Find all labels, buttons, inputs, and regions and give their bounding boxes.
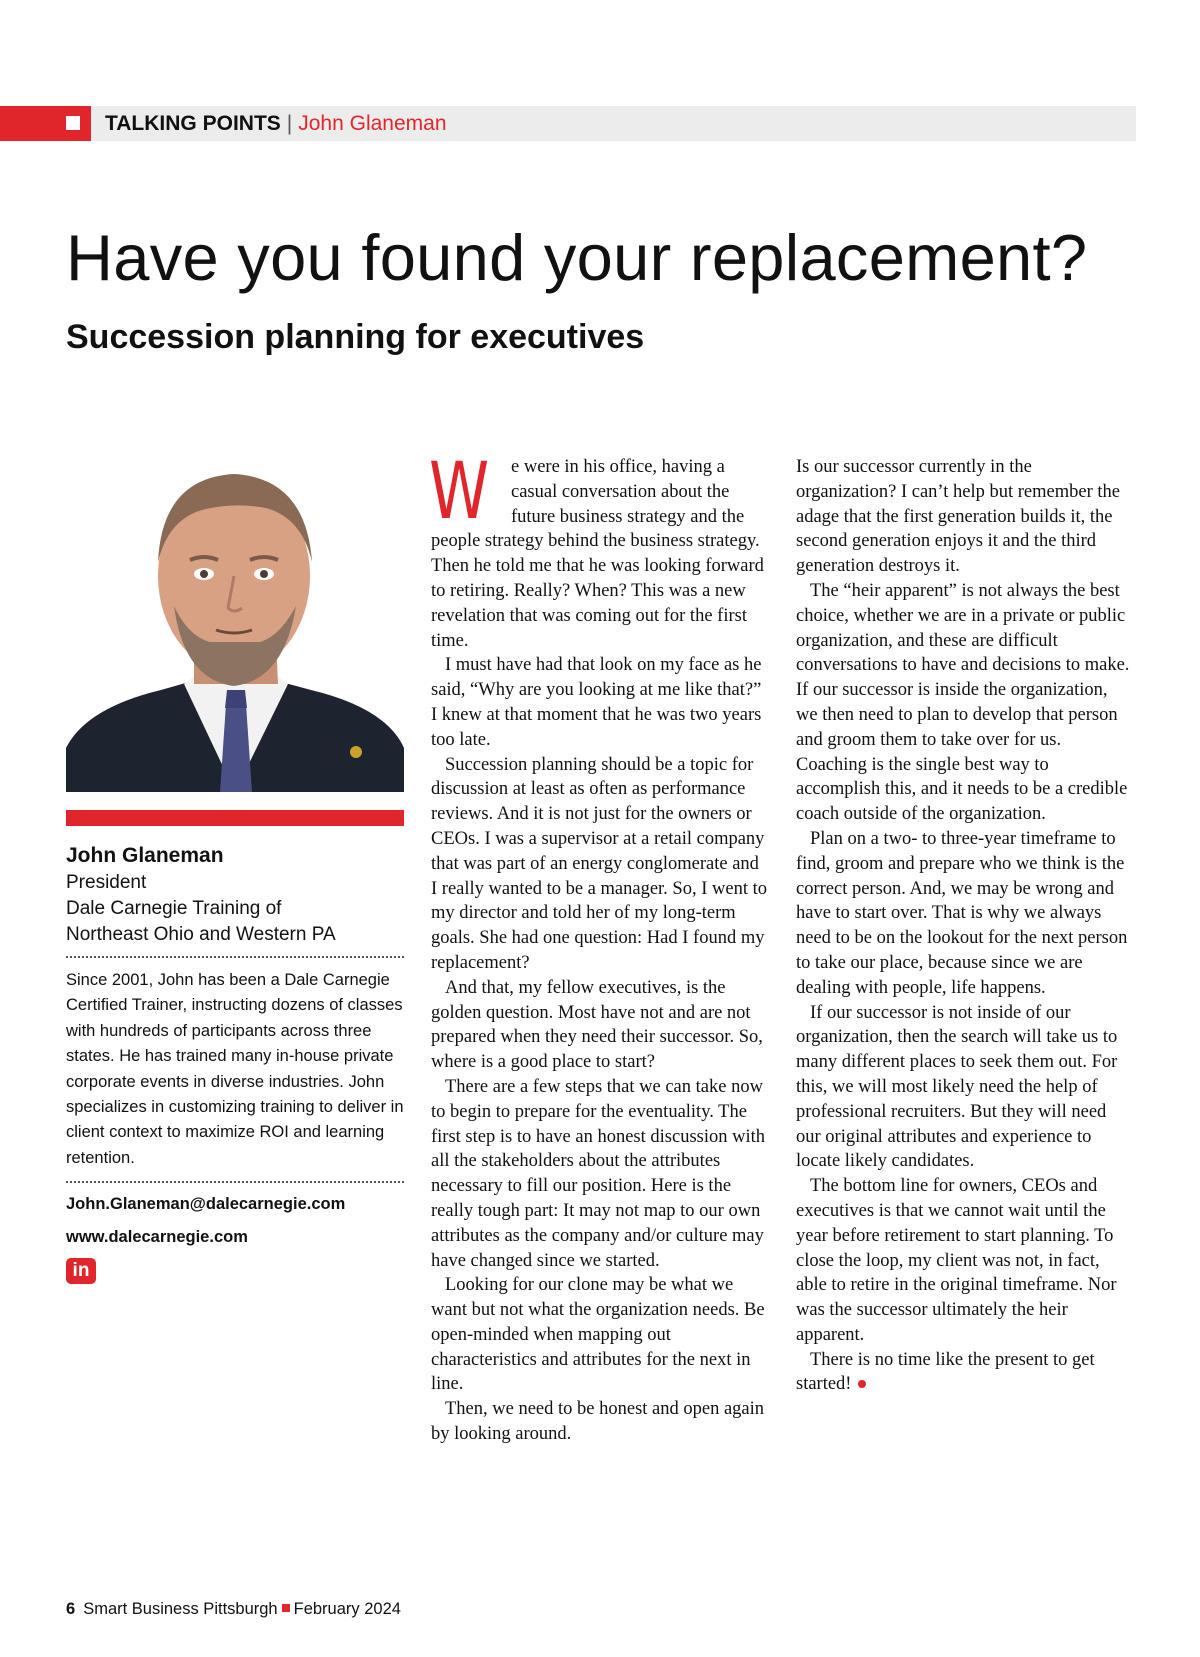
header-separator: | <box>286 112 293 135</box>
issue-date: February 2024 <box>293 1600 401 1618</box>
section-label: TALKING POINTS <box>105 112 281 135</box>
author-role: President <box>66 872 147 893</box>
closing-line: There is no time like the present to get started! <box>796 1349 1095 1395</box>
header-square-icon <box>66 116 80 130</box>
article-paragraph: Plan on a two- to three-year timeframe to find, groom and prepare who we think is the correct person. And, we may be wrong and have to start over. That is why we always need to be on the lookout for the next person to take our place, because since we are dealing with people, life happens. <box>796 828 1128 998</box>
header-author: John Glaneman <box>298 112 447 135</box>
article-paragraph: I must have had that look on my face as he said, “Why are you looking at me like that?” I knew at that moment that he was two years too late. <box>431 655 762 750</box>
author-email[interactable]: John.Glaneman@dalecarnegie.com <box>66 1195 346 1214</box>
article-paragraph: Is our successor currently in the organization? I can’t help but remember the adage that the first generation builds it, the second generation enjoys it and the third generation destroys it. <box>796 457 1120 577</box>
article-paragraph: And that, my fellow executives, is the golden question. Most have not and are not prepared when they need their successor. So, where is a good place to start? <box>431 977 763 1073</box>
article-paragraph: If our successor is not inside of our organization, then the search will take us to many different places to seek them out. For this, we will most likely need the help of professional recruiters. But they will need our original attributes and experience to locate likely candidates. <box>796 1002 1118 1172</box>
page-footer <box>66 1598 401 1620</box>
author-red-rule <box>66 810 404 826</box>
author-photo <box>66 458 404 792</box>
article-paragraph: The bottom line for owners, CEOs and executives is that we cannot wait until the year before retirement to start planning. To close the loop, my client was not, in fact, able to retire in the original timeframe. Nor was the successor ultimately the heir apparent. <box>796 1176 1117 1345</box>
author-info <box>66 842 406 1284</box>
article-title: Have you found your replacement? <box>66 221 1088 294</box>
footer-square-icon <box>282 1604 290 1612</box>
author-website[interactable]: www.dalecarnegie.com <box>66 1228 248 1247</box>
article-paragraph: W e were in his office, having a casual conversation about the future business strategy and the people strategy behind the business strategy. Then he told me that he was looking forward to retiring. Really? When? This was a new revelation that was coming out for the first time. <box>429 447 764 651</box>
page-number: 6 <box>66 1600 76 1618</box>
author-org-line-1: Dale Carnegie Training of <box>66 898 282 919</box>
linkedin-icon[interactable]: in <box>66 1258 96 1284</box>
section-header-bar <box>0 106 1136 141</box>
author-bio: Since 2001, John has been a Dale Carnegie Certified Trainer, instructing dozens of classes with hundreds of participants across three states. He has trained many in-house private corporate events in diverse industries. John specializes in customizing training to deliver in client context to maximize ROI and learning retention. <box>66 971 404 1167</box>
dotted-divider <box>66 956 404 958</box>
publication-name: Smart Business Pittsburgh <box>83 1600 278 1618</box>
article-paragraph: The “heir apparent” is not always the best choice, whether we are in a private or public organization, and these are difficult conversations to have and decisions to make. If our successor is inside the organization, we then need to plan to develop that person and groom them to take over for us. Coaching is the single best way to accomplish this, and it needs to be a credible coach outside of the organization. <box>796 580 1130 825</box>
drop-cap: W <box>429 447 490 537</box>
article-paragraph <box>796 1348 1132 1398</box>
article-paragraph: Succession planning should be a topic for discussion at least as often as performance reviews. And it is not just for the owners or CEOs. I was a supervisor at a retail company that was part of an energy conglomerate and I really wanted to be a manager. So, I went to my director and told her of my long-term goals. She had one question: Had I found my replacement? <box>431 754 767 973</box>
header-accent-block <box>0 106 91 141</box>
dotted-divider <box>66 1181 404 1183</box>
section-header-text <box>105 112 447 136</box>
article-column-2 <box>796 455 1132 1397</box>
article-subtitle: Succession planning for executives <box>66 318 645 356</box>
article-paragraph: Then, we need to be honest and open again by looking around. <box>431 1399 765 1445</box>
end-mark-icon <box>858 1380 866 1388</box>
author-org-line-2: Northeast Ohio and Western PA <box>66 924 336 945</box>
article-column-1 <box>429 447 767 1447</box>
article-paragraph: There are a few steps that we can take now to begin to prepare for the eventuality. The first step is to have an honest discussion with all the stakeholders about the attributes necessary to fill our position. Here is the really tough part: It may not map to our own attributes as the company and/or culture may have changed since we started. <box>431 1076 765 1271</box>
article-paragraph: Looking for our clone may be what we want but not what the organization needs. Be open-minded when mapping out characteristics and attributes for the next in line. <box>431 1275 765 1395</box>
author-name: John Glaneman <box>66 844 224 867</box>
